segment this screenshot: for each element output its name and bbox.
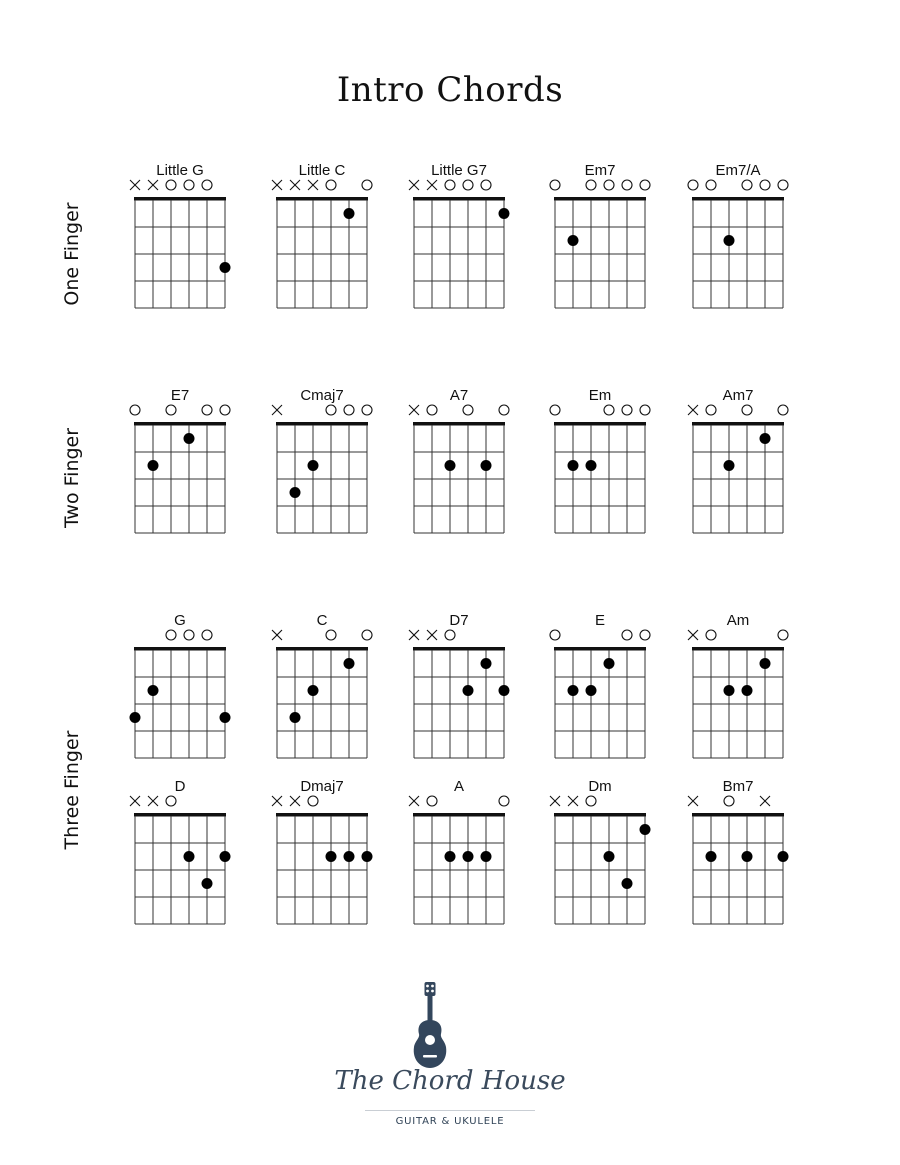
- open-string-marker: [550, 630, 560, 640]
- open-string-marker: [688, 180, 698, 190]
- page-title: Intro Chords: [336, 70, 564, 110]
- fretboard: [389, 176, 529, 316]
- nut: [276, 647, 368, 651]
- chord-diagram-cmaj7: [252, 387, 392, 547]
- nut: [413, 197, 505, 201]
- open-string-marker: [166, 630, 176, 640]
- open-string-marker: [202, 405, 212, 415]
- open-string-marker: [778, 180, 788, 190]
- nut: [276, 813, 368, 817]
- finger-dot: [760, 433, 771, 444]
- chord-name: Dmaj7: [300, 778, 344, 795]
- muted-string-marker: [409, 405, 419, 415]
- chord-name: G: [174, 612, 186, 629]
- open-string-marker: [362, 630, 372, 640]
- open-string-marker: [130, 405, 140, 415]
- open-string-marker: [445, 630, 455, 640]
- open-string-marker: [463, 405, 473, 415]
- open-string-marker: [166, 180, 176, 190]
- finger-dot: [760, 658, 771, 669]
- nut: [554, 422, 646, 426]
- finger-dot: [586, 685, 597, 696]
- open-string-marker: [622, 180, 632, 190]
- nut: [276, 197, 368, 201]
- muted-string-marker: [409, 630, 419, 640]
- chord-name: Am: [726, 612, 750, 629]
- nut: [554, 197, 646, 201]
- finger-dot: [344, 208, 355, 219]
- fretboard: [389, 401, 529, 541]
- section-label-one-finger: One Finger: [61, 202, 83, 306]
- fretboard: [110, 626, 250, 766]
- open-string-marker: [220, 405, 230, 415]
- finger-dot: [184, 851, 195, 862]
- nut: [134, 422, 226, 426]
- open-string-marker: [445, 180, 455, 190]
- finger-dot: [344, 851, 355, 862]
- finger-dot: [481, 460, 492, 471]
- finger-dot: [220, 262, 231, 273]
- muted-string-marker: [427, 630, 437, 640]
- chord-diagram-dm: [530, 778, 670, 938]
- section-label-two-finger: Two Finger: [61, 427, 83, 529]
- brand-name: The Chord House: [334, 1066, 566, 1096]
- open-string-marker: [202, 180, 212, 190]
- open-string-marker: [344, 405, 354, 415]
- chord-name: E7: [170, 387, 190, 404]
- chord-diagram-em7: [530, 162, 670, 322]
- finger-dot: [220, 851, 231, 862]
- finger-dot: [604, 658, 615, 669]
- finger-dot: [481, 658, 492, 669]
- brand-tagline: GUITAR & UKULELE: [395, 1116, 505, 1127]
- muted-string-marker: [427, 180, 437, 190]
- open-string-marker: [604, 180, 614, 190]
- open-string-marker: [778, 630, 788, 640]
- chord-diagram-little-g: [110, 162, 250, 322]
- open-string-marker: [706, 630, 716, 640]
- finger-dot: [640, 824, 651, 835]
- fretboard: [530, 626, 670, 766]
- chord-name: Em7: [584, 162, 616, 179]
- chord-name: Am7: [722, 387, 754, 404]
- finger-dot: [290, 487, 301, 498]
- finger-dot: [778, 851, 789, 862]
- muted-string-marker: [568, 796, 578, 806]
- muted-string-marker: [550, 796, 560, 806]
- fretboard: [530, 401, 670, 541]
- section-label-three-finger: Three Finger: [61, 730, 83, 850]
- finger-dot: [568, 685, 579, 696]
- chord-name: D: [174, 778, 186, 795]
- chord-name: A: [453, 778, 464, 795]
- open-string-marker: [550, 180, 560, 190]
- muted-string-marker: [130, 180, 140, 190]
- nut: [692, 647, 784, 651]
- open-string-marker: [166, 405, 176, 415]
- fretboard: [668, 176, 808, 316]
- finger-dot: [463, 685, 474, 696]
- open-string-marker: [362, 405, 372, 415]
- finger-dot: [586, 460, 597, 471]
- open-string-marker: [427, 796, 437, 806]
- finger-dot: [706, 851, 717, 862]
- finger-dot: [724, 235, 735, 246]
- open-string-marker: [586, 180, 596, 190]
- fretboard: [252, 792, 392, 932]
- fretboard: [389, 626, 529, 766]
- chord-diagram-am: [668, 612, 808, 772]
- fretboard: [252, 176, 392, 316]
- nut: [413, 813, 505, 817]
- finger-dot: [499, 208, 510, 219]
- chord-diagram-g: [110, 612, 250, 772]
- nut: [134, 647, 226, 651]
- chord-diagram-dmaj7: [252, 778, 392, 938]
- open-string-marker: [166, 796, 176, 806]
- fretboard: [252, 626, 392, 766]
- open-string-marker: [362, 180, 372, 190]
- open-string-marker: [499, 796, 509, 806]
- chord-diagram-bm7: [668, 778, 808, 938]
- finger-dot: [445, 851, 456, 862]
- open-string-marker: [202, 630, 212, 640]
- chord-name: C: [316, 612, 328, 629]
- chord-name: Bm7: [722, 778, 754, 795]
- fretboard: [110, 401, 250, 541]
- muted-string-marker: [308, 180, 318, 190]
- finger-dot: [724, 685, 735, 696]
- finger-dot: [148, 460, 159, 471]
- muted-string-marker: [688, 630, 698, 640]
- brand-logo: [300, 980, 600, 1140]
- finger-dot: [308, 685, 319, 696]
- muted-string-marker: [272, 630, 282, 640]
- muted-string-marker: [148, 796, 158, 806]
- nut: [134, 813, 226, 817]
- open-string-marker: [760, 180, 770, 190]
- open-string-marker: [184, 630, 194, 640]
- muted-string-marker: [409, 180, 419, 190]
- muted-string-marker: [688, 796, 698, 806]
- open-string-marker: [622, 630, 632, 640]
- open-string-marker: [742, 180, 752, 190]
- muted-string-marker: [148, 180, 158, 190]
- chord-name: Little C: [298, 162, 346, 179]
- open-string-marker: [724, 796, 734, 806]
- open-string-marker: [706, 180, 716, 190]
- finger-dot: [130, 712, 141, 723]
- fretboard: [668, 792, 808, 932]
- muted-string-marker: [272, 405, 282, 415]
- open-string-marker: [481, 180, 491, 190]
- chord-diagram-c: [252, 612, 392, 772]
- chord-name: Cmaj7: [300, 387, 344, 404]
- open-string-marker: [184, 180, 194, 190]
- finger-dot: [220, 712, 231, 723]
- finger-dot: [202, 878, 213, 889]
- open-string-marker: [326, 630, 336, 640]
- chord-diagram-little-c: [252, 162, 392, 322]
- finger-dot: [742, 851, 753, 862]
- muted-string-marker: [290, 180, 300, 190]
- fretboard: [110, 176, 250, 316]
- finger-dot: [568, 235, 579, 246]
- open-string-marker: [326, 405, 336, 415]
- nut: [134, 197, 226, 201]
- finger-dot: [604, 851, 615, 862]
- open-string-marker: [326, 180, 336, 190]
- nut: [554, 647, 646, 651]
- chord-diagram-little-g7: [389, 162, 529, 322]
- nut: [554, 813, 646, 817]
- finger-dot: [499, 685, 510, 696]
- finger-dot: [568, 460, 579, 471]
- chord-diagram-em7-a: [668, 162, 808, 322]
- muted-string-marker: [290, 796, 300, 806]
- muted-string-marker: [130, 796, 140, 806]
- finger-dot: [463, 851, 474, 862]
- open-string-marker: [463, 180, 473, 190]
- finger-dot: [148, 685, 159, 696]
- chord-name: A7: [449, 387, 469, 404]
- finger-dot: [326, 851, 337, 862]
- finger-dot: [724, 460, 735, 471]
- open-string-marker: [778, 405, 788, 415]
- chord-name: Little G7: [431, 162, 487, 179]
- open-string-marker: [427, 405, 437, 415]
- muted-string-marker: [272, 180, 282, 190]
- chord-diagram-em: [530, 387, 670, 547]
- open-string-marker: [622, 405, 632, 415]
- muted-string-marker: [272, 796, 282, 806]
- chord-name: E: [594, 612, 605, 629]
- fretboard: [530, 792, 670, 932]
- open-string-marker: [308, 796, 318, 806]
- open-string-marker: [706, 405, 716, 415]
- fretboard: [252, 401, 392, 541]
- chord-diagram-a7: [389, 387, 529, 547]
- nut: [413, 422, 505, 426]
- fretboard: [668, 401, 808, 541]
- chord-name: D7: [449, 612, 469, 629]
- chord-diagram-e7: [110, 387, 250, 547]
- finger-dot: [344, 658, 355, 669]
- ukulele-icon: [300, 980, 600, 1070]
- muted-string-marker: [688, 405, 698, 415]
- chord-diagram-e: [530, 612, 670, 772]
- open-string-marker: [640, 180, 650, 190]
- finger-dot: [308, 460, 319, 471]
- open-string-marker: [604, 405, 614, 415]
- open-string-marker: [640, 405, 650, 415]
- chord-name: Em7/A: [715, 162, 761, 179]
- nut: [413, 647, 505, 651]
- open-string-marker: [550, 405, 560, 415]
- open-string-marker: [586, 796, 596, 806]
- muted-string-marker: [409, 796, 419, 806]
- nut: [692, 422, 784, 426]
- muted-string-marker: [760, 796, 770, 806]
- finger-dot: [742, 685, 753, 696]
- fretboard: [389, 792, 529, 932]
- nut: [276, 422, 368, 426]
- chord-name: Em: [588, 387, 612, 404]
- chord-diagram-d7: [389, 612, 529, 772]
- nut: [692, 197, 784, 201]
- chord-diagram-d: [110, 778, 250, 938]
- chord-diagram-am7: [668, 387, 808, 547]
- chord-name: Little G: [156, 162, 204, 179]
- open-string-marker: [742, 405, 752, 415]
- fretboard: [110, 792, 250, 932]
- finger-dot: [481, 851, 492, 862]
- finger-dot: [290, 712, 301, 723]
- open-string-marker: [499, 405, 509, 415]
- nut: [692, 813, 784, 817]
- chord-diagram-a: [389, 778, 529, 938]
- open-string-marker: [640, 630, 650, 640]
- chord-name: Dm: [588, 778, 612, 795]
- brand-divider: [365, 1110, 535, 1111]
- finger-dot: [184, 433, 195, 444]
- fretboard: [530, 176, 670, 316]
- finger-dot: [445, 460, 456, 471]
- finger-dot: [362, 851, 373, 862]
- fretboard: [668, 626, 808, 766]
- finger-dot: [622, 878, 633, 889]
